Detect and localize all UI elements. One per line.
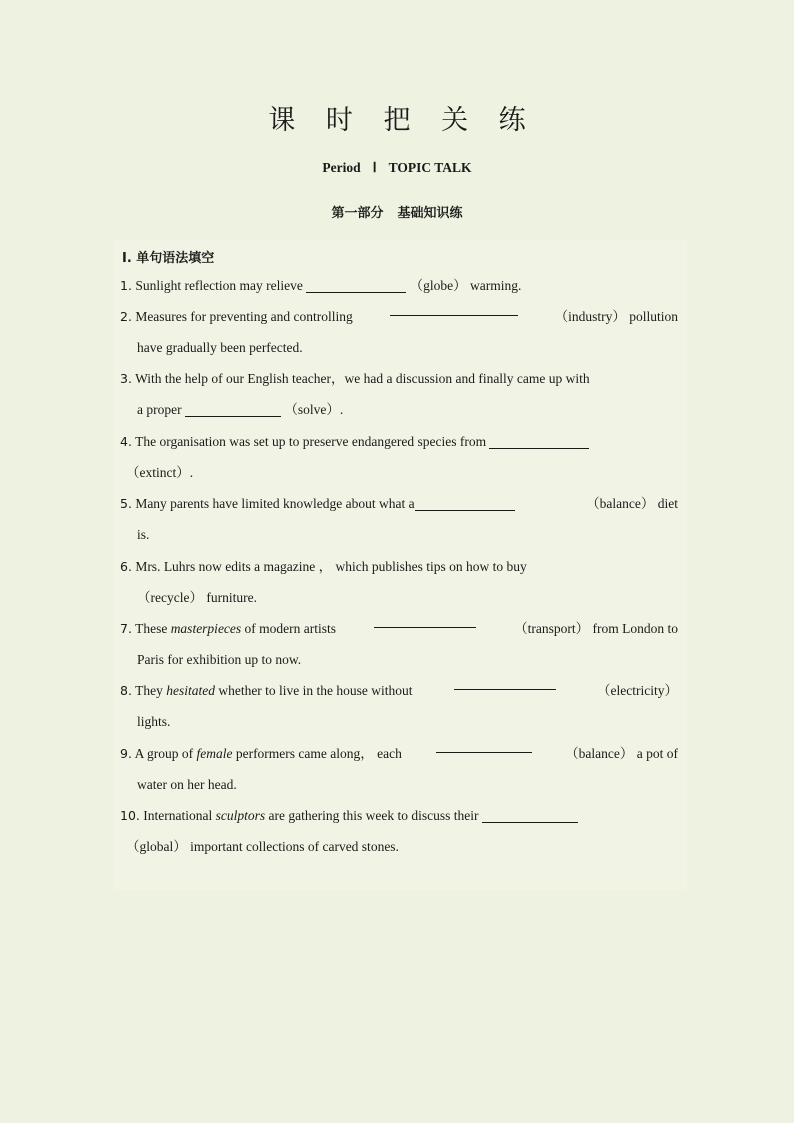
- answer-blank[interactable]: [185, 402, 281, 417]
- question-5: 5. Many parents have limited knowledge about what a （balance） diet is.: [120, 496, 678, 542]
- section-title: Ⅰ. 单句语法填空: [122, 251, 215, 266]
- page-title: 课 时 把 关 练: [268, 105, 537, 136]
- part-name: 基础知识练: [397, 206, 463, 221]
- question-3: 3. With the help of our English teacher，we had a discussion and finally came up with a proper （solve）.: [120, 371, 590, 417]
- question-1: 1. Sunlight reflection may relieve （globe） warming.: [120, 278, 522, 293]
- question-6: 6. Mrs. Luhrs now edits a magazine ， which publishes tips on how to buy （recycle） furniture.: [120, 559, 527, 605]
- part-label: 第一部分: [331, 206, 384, 221]
- answer-blank[interactable]: [454, 675, 556, 690]
- question-9: 9. A group of female performers came along， each （balance） a pot of water on her head.: [120, 738, 678, 800]
- question-2: 2. Measures for preventing and controlling （industry） pollution have gradually been perfected.: [120, 301, 678, 363]
- answer-blank[interactable]: [390, 301, 518, 316]
- question-8: 8. They hesitated whether to live in the house without （electricity） lights.: [120, 675, 678, 737]
- answer-blank[interactable]: [415, 496, 515, 511]
- question-4: 4. The organisation was set up to preserve endangered species from （extinct）.: [120, 426, 678, 488]
- period-label: Period: [322, 160, 361, 175]
- period-subtitle: [0, 160, 794, 176]
- topic-label: TOPIC TALK: [388, 160, 472, 175]
- question-7: 7. These masterpieces of modern artists （transport） from London to Paris for exhibition up to now.: [120, 613, 678, 675]
- answer-blank[interactable]: [306, 278, 406, 293]
- period-roman: Ⅰ: [372, 160, 377, 175]
- part-heading: [0, 202, 794, 221]
- answer-blank[interactable]: [489, 434, 589, 449]
- answer-blank[interactable]: [482, 808, 578, 823]
- answer-blank[interactable]: [436, 738, 532, 753]
- answer-blank[interactable]: [374, 613, 476, 628]
- question-10: 10. International sculptors are gathering this week to discuss their （global） important collections of carved stones.: [120, 800, 678, 862]
